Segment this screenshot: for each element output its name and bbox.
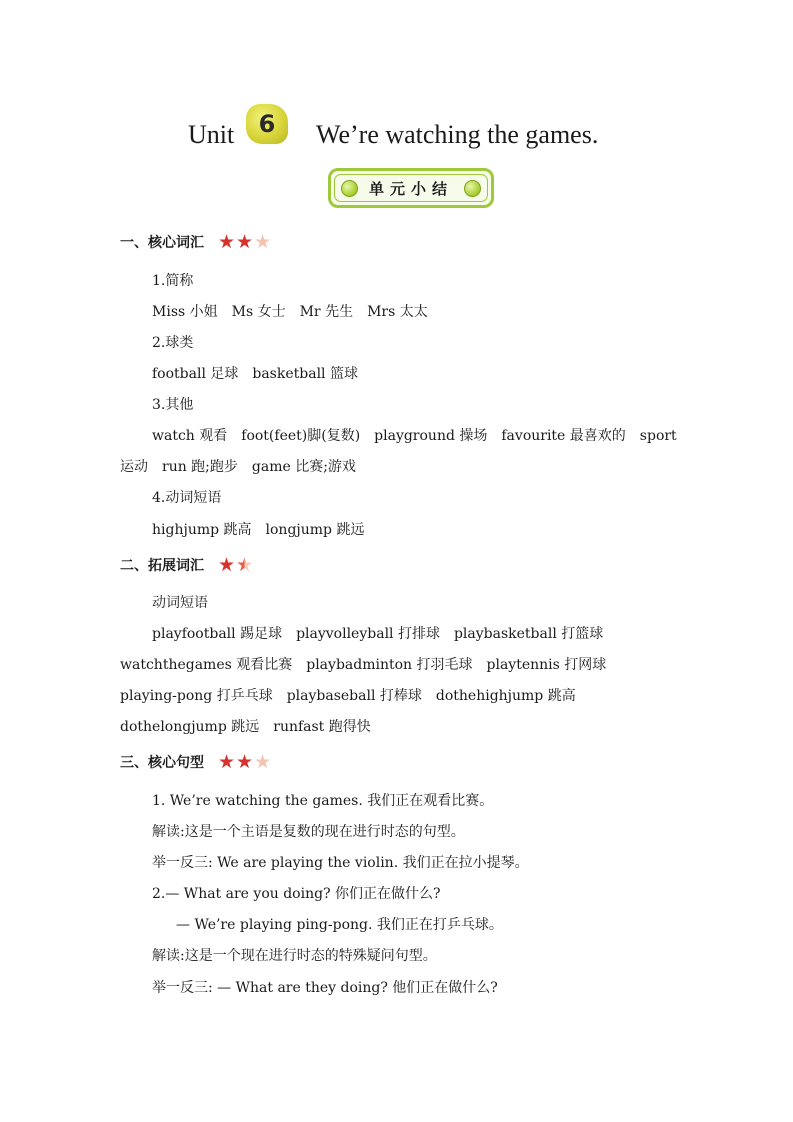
star-icon: ★ — [254, 750, 272, 773]
text-line: 2.— What are you doing? 你们正在做什么? — [152, 886, 441, 902]
text-line: 举一反三: — What are they doing? 他们正在做什么? — [152, 980, 498, 996]
difficulty-stars — [218, 750, 272, 773]
text-line: Miss 小姐 Ms 女士 Mr 先生 Mrs 太太 — [152, 304, 428, 320]
text-line: playfootball 踢足球 playvolleyball 打排球 playbasketball 打篮球 — [152, 626, 604, 642]
difficulty-stars — [218, 553, 254, 576]
text-line: dothelongjump 跳远 runfast 跑得快 — [120, 719, 371, 735]
text-line: 4.动词短语 — [152, 490, 222, 506]
section-heading-text: 二、拓展词汇 — [120, 558, 204, 574]
star-icon: ★ — [254, 230, 272, 253]
green-dot-icon — [464, 180, 481, 197]
star-icon: ★ — [236, 230, 254, 253]
unit-summary-banner — [328, 168, 494, 208]
page-title: We’re watching the games. — [316, 120, 599, 149]
section-heading-extended-vocab — [120, 555, 254, 575]
star-icon: ★ — [236, 750, 254, 773]
text-line: highjump 跳高 longjump 跳远 — [152, 522, 365, 538]
text-line: 解读:这是一个现在进行时态的特殊疑问句型。 — [152, 948, 437, 964]
star-icon: ★ — [218, 230, 236, 253]
star-icon: ★ — [218, 553, 236, 576]
green-dot-icon — [341, 180, 358, 197]
text-line: 运动 run 跑;跑步 game 比赛;游戏 — [120, 459, 356, 475]
text-line: football 足球 basketball 篮球 — [152, 366, 358, 382]
unit-number-badge: 6 — [246, 104, 288, 144]
text-line: playing-pong 打乒乓球 playbaseball 打棒球 dothehighjump 跳高 — [120, 688, 576, 704]
section-heading-text: 三、核心句型 — [120, 755, 204, 771]
banner-label: 单元小结 — [368, 179, 453, 198]
text-line: watchthegames 观看比赛 playbadminton 打羽毛球 playtennis 打网球 — [120, 657, 607, 673]
unit-word: Unit — [188, 120, 235, 149]
section-heading-core-sentences — [120, 752, 272, 772]
section-heading-text: 一、核心词汇 — [120, 235, 204, 251]
title-row — [0, 100, 793, 160]
half-star-icon: ★ — [236, 553, 254, 576]
text-line: 解读:这是一个主语是复数的现在进行时态的句型。 — [152, 824, 465, 840]
text-line: 举一反三: We are playing the violin. 我们正在拉小提琴。 — [152, 855, 529, 871]
text-line: watch 观看 foot(feet)脚(复数) playground 操场 favourite 最喜欢的 sport — [152, 428, 677, 444]
difficulty-stars — [218, 230, 272, 253]
text-line: 2.球类 — [152, 335, 194, 351]
text-line: 1. We’re watching the games. 我们正在观看比赛。 — [152, 793, 494, 809]
section-heading-core-vocab — [120, 232, 272, 252]
text-line: — We’re playing ping-pong. 我们正在打乒乓球。 — [176, 917, 503, 933]
text-line: 3.其他 — [152, 397, 194, 413]
text-line: 1.简称 — [152, 273, 194, 289]
star-icon: ★ — [218, 750, 236, 773]
text-line: 动词短语 — [152, 595, 208, 611]
